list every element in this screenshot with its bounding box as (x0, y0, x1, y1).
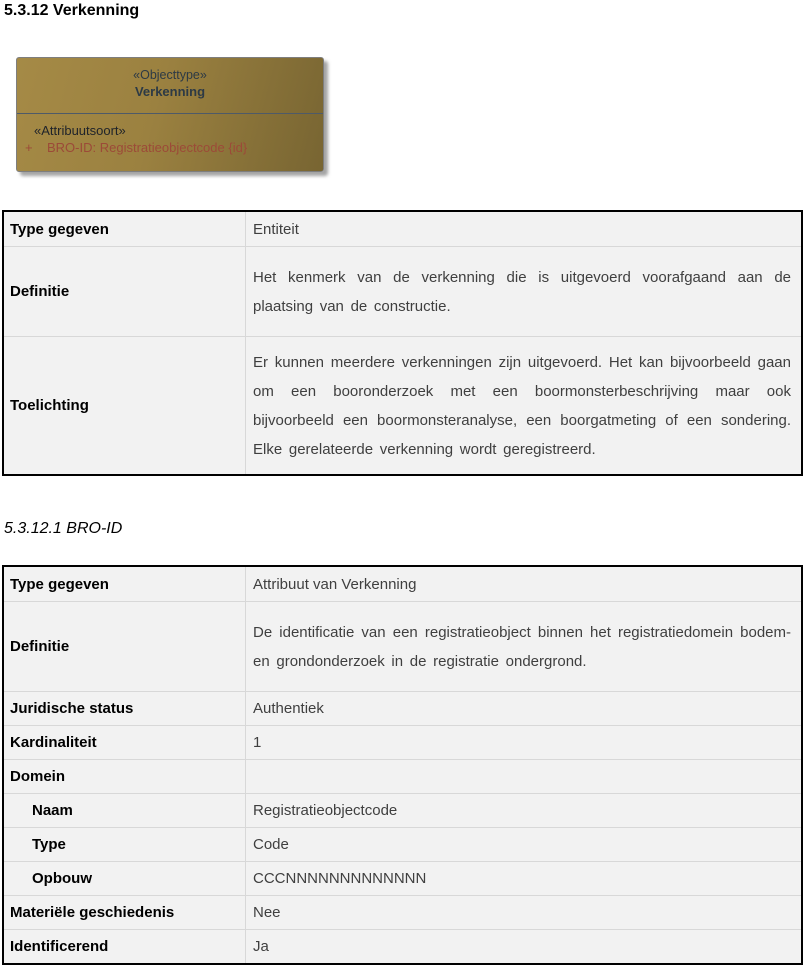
row-label: Definitie (3, 247, 246, 337)
row-label: Type gegeven (3, 211, 246, 247)
table-row (3, 862, 802, 896)
row-value: CCCNNNNNNNNNNNNN (246, 862, 803, 896)
section-subheading: 5.3.12.1 BRO-ID (4, 520, 123, 537)
uml-class-diagram (16, 57, 324, 172)
row-label: Domein (3, 760, 246, 794)
table-row (3, 211, 802, 247)
row-value: Het kenmerk van de verkenning die is uitgevoerd voorafgaand aan de plaatsing van de constructie. (246, 247, 803, 337)
row-label: Juridische status (3, 692, 246, 726)
row-label: Toelichting (3, 337, 246, 476)
row-label: Kardinaliteit (3, 726, 246, 760)
uml-stereotype: «Objecttype» (133, 68, 207, 82)
row-label: Opbouw (3, 862, 246, 896)
uml-attribute-text: BRO-ID: Registratieobjectcode {id} (47, 140, 248, 155)
uml-attribute-compartment (17, 113, 323, 157)
page-title: 5.3.12 Verkenning (4, 2, 140, 19)
row-value: 1 (246, 726, 803, 760)
table-row (3, 247, 802, 337)
uml-class-name: Verkenning (134, 84, 206, 99)
row-value: Entiteit (246, 211, 803, 247)
row-value: Ja (246, 930, 803, 965)
row-value: Nee (246, 896, 803, 930)
table-row (3, 566, 802, 602)
row-label: Naam (3, 794, 246, 828)
table-row (3, 930, 802, 965)
row-value: Code (246, 828, 803, 862)
row-label: Type gegeven (3, 566, 246, 602)
table-row (3, 760, 802, 794)
row-label: Type (3, 828, 246, 862)
row-label: Materiële geschiedenis (3, 896, 246, 930)
row-value (246, 760, 803, 794)
table-row (3, 828, 802, 862)
uml-class-header (17, 58, 323, 113)
row-value: Er kunnen meerdere verkenningen zijn uitgevoerd. Het kan bijvoorbeeld gaan om een booronderzoek met een boormonsterbeschrijving maar ook bijvoorbeeld een boormonsteranalyse, een boorgatmeting of een sondering. Elke gerelateerde verkenning wordt geregistreerd. (246, 337, 803, 476)
uml-attribute-visibility: + (25, 140, 33, 155)
row-label: Identificerend (3, 930, 246, 965)
row-value: Registratieobjectcode (246, 794, 803, 828)
row-label: Definitie (3, 602, 246, 692)
table-row (3, 337, 802, 476)
uml-class-box (16, 57, 324, 172)
table-row (3, 602, 802, 692)
objecttype-table (2, 210, 803, 476)
attribute-table (2, 565, 803, 965)
table-row (3, 726, 802, 760)
row-value: Authentiek (246, 692, 803, 726)
row-value: Attribuut van Verkenning (246, 566, 803, 602)
uml-attribute (25, 139, 323, 157)
row-value: De identificatie van een registratieobject binnen het registratiedomein bodem- en grondonderzoek in de registratie ondergrond. (246, 602, 803, 692)
table-row (3, 896, 802, 930)
table-row (3, 692, 802, 726)
uml-attribute-stereotype: «Attribuutsoort» (34, 123, 126, 138)
table-row (3, 794, 802, 828)
